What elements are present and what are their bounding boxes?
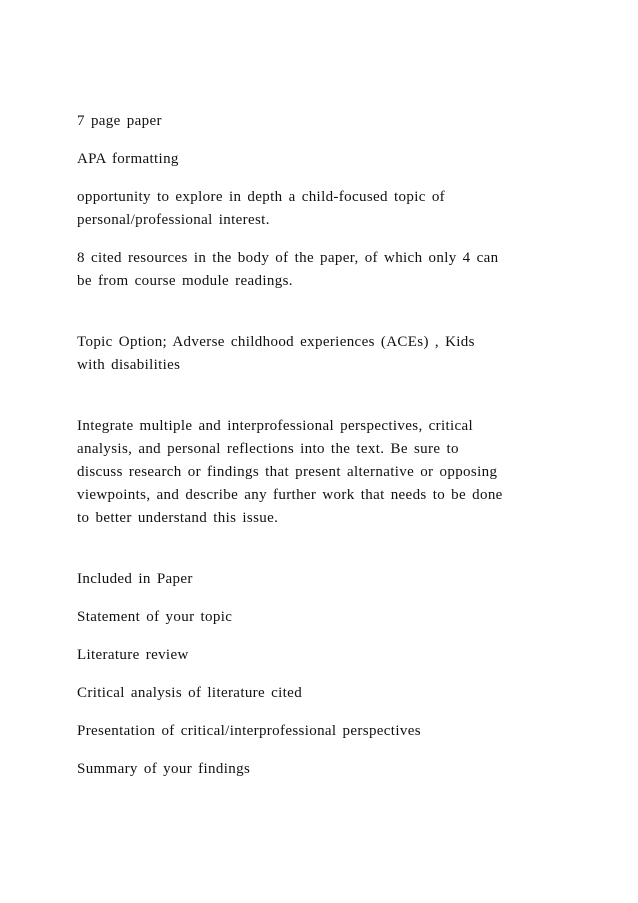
paragraph-apa-formatting: APA formatting: [77, 151, 179, 167]
list-item-critical-analysis: Critical analysis of literature cited: [77, 685, 303, 701]
list-item-statement-of-topic: Statement of your topic: [77, 609, 233, 625]
document-body: [77, 110, 557, 781]
list-item-summary-findings: Summary of your findings: [77, 761, 251, 777]
paragraph-opportunity: opportunity to explore in depth a child-focused topic of personal/professional interest.: [77, 189, 446, 228]
paragraph-topic-option: Topic Option; Adverse childhood experiences (ACEs) , Kids with disabilities: [77, 334, 475, 373]
paragraph-cited-resources: 8 cited resources in the body of the paper, of which only 4 can be from course module readings.: [77, 250, 499, 289]
list-item-presentation-perspectives: Presentation of critical/interprofessional perspectives: [77, 723, 421, 739]
list-item-literature-review: Literature review: [77, 647, 189, 663]
heading-included-in-paper: Included in Paper: [77, 571, 193, 587]
paragraph-page-count: 7 page paper: [77, 113, 162, 129]
paragraph-integrate-perspectives: Integrate multiple and interprofessional perspectives, critical analysis, and personal reflections into the text. Be sure to discuss research or findings that present alternative or opposing viewpoints, and describe any further work that needs to be done to better understand this issue.: [77, 418, 503, 526]
